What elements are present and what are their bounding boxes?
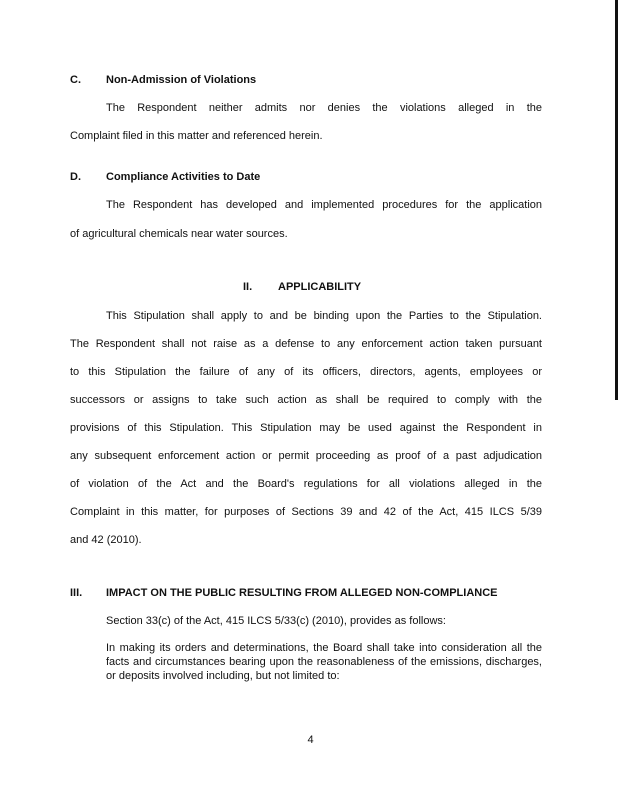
section-c-line-1: The Respondent neither admits nor denies the violations alleged in the [106, 102, 542, 114]
section-c-title: Non-Admission of Violations [106, 74, 257, 86]
applicability-line-8: Complaint in this matter, for purposes of Sections 39 and 42 of the Act, 415 ILCS 5/39 [70, 506, 542, 518]
applicability-line-1: This Stipulation shall apply to and be binding upon the Parties to the Stipulation. [106, 310, 542, 322]
applicability-line-6: any subsequent enforcement action or permit proceeding as proof of a past adjudication [70, 450, 542, 462]
applicability-line-4: successors or assigns to take such action as shall be required to comply with the [70, 394, 542, 406]
section-d-line-1: The Respondent has developed and implemented procedures for the application [106, 199, 542, 211]
applicability-line-2: The Respondent shall not raise as a defense to any enforcement action taken pursuant [70, 338, 542, 350]
applicability-line-5: provisions of this Stipulation. This Stipulation may be used against the Respondent in [70, 422, 542, 434]
applicability-line-9: and 42 (2010). [70, 534, 142, 546]
applicability-line-3: to this Stipulation the failure of any of its officers, directors, agents, employees or [70, 366, 542, 378]
section-iii-title: IMPACT ON THE PUBLIC RESULTING FROM ALLEGED NON-COMPLIANCE [106, 587, 498, 599]
scan-edge-mark [615, 0, 618, 400]
section-d-line-2: of agricultural chemicals near water sources. [70, 228, 288, 240]
page-number: 4 [307, 734, 314, 746]
section-iii-intro: Section 33(c) of the Act, 415 ILCS 5/33(c) (2010), provides as follows: [106, 615, 446, 627]
section-c-letter: C. [70, 74, 81, 86]
section-ii-numeral: II. [243, 281, 253, 293]
section-d-letter: D. [70, 171, 81, 183]
section-ii-title: APPLICABILITY [278, 281, 362, 293]
section-c-line-2: Complaint filed in this matter and referenced herein. [70, 130, 323, 142]
section-d-title: Compliance Activities to Date [106, 171, 261, 183]
section-iii-numeral: III. [70, 587, 83, 599]
statute-block-quote: In making its orders and determinations, the Board shall take into consideration all the facts and circumstances bearing upon the reasonableness of the emissions, discharges, or deposits involved including, but not limited to: [106, 642, 542, 682]
applicability-line-7: of violation of the Act and the Board's regulations for all violations alleged in the [70, 478, 542, 490]
